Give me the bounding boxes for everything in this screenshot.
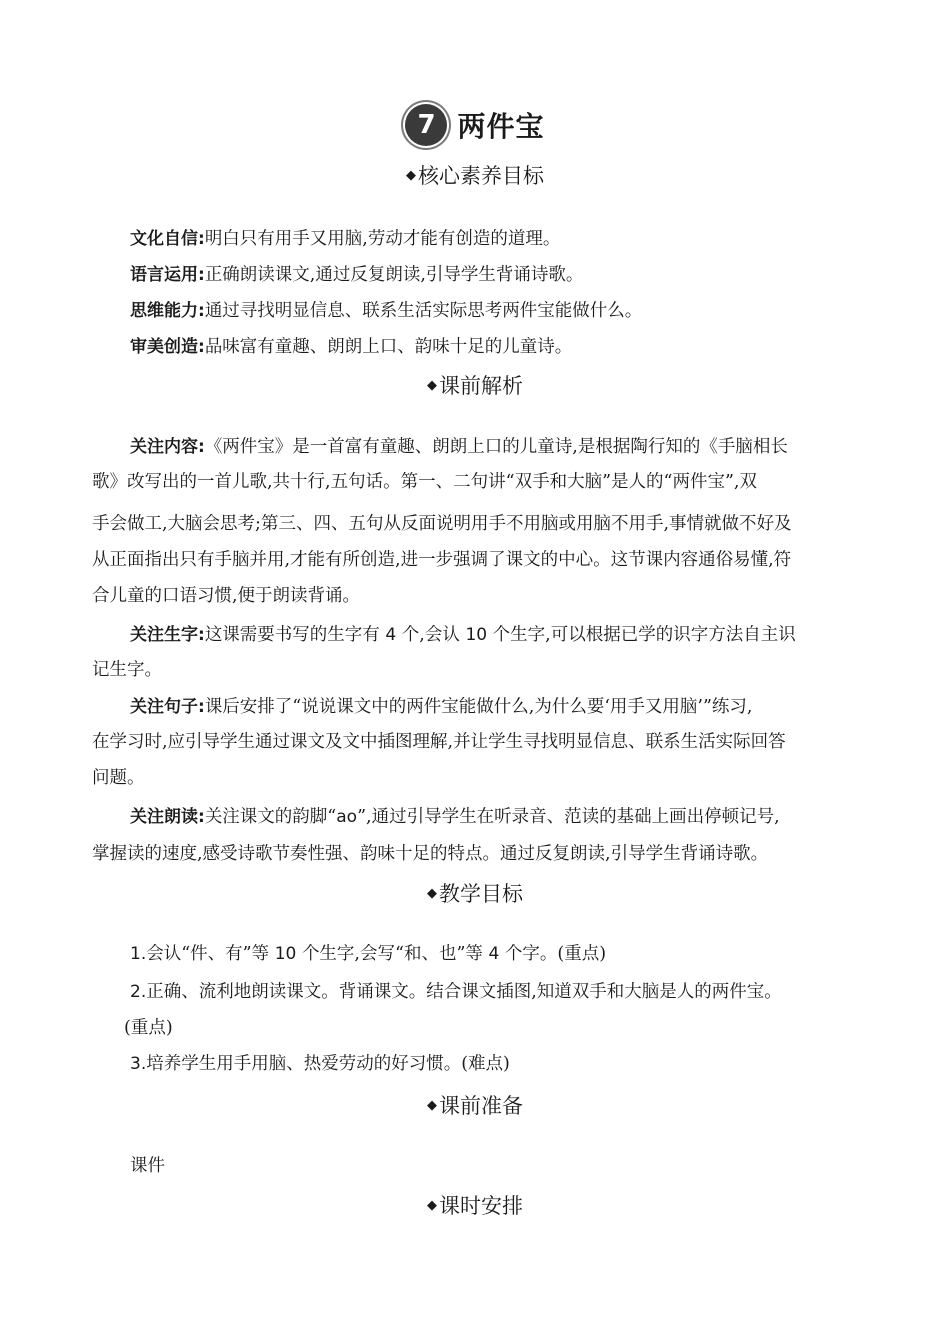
core-culture [130, 224, 560, 250]
analysis-sent-text: 课后安排了“说说课文中的两件宝能做什么,为什么要‘用手又用脑’”练习, [204, 697, 753, 717]
analysis-chars-line-2: 记生字。 [92, 660, 162, 680]
core-culture-text: 明白只有用手又用脑,劳动才能有创造的道理。 [204, 229, 561, 249]
analysis-chars-text-a: 这课需要书写的生字有 [204, 625, 380, 645]
analysis-read-line-1 [130, 802, 780, 828]
goal-1 [130, 940, 606, 965]
goal-2-tail: (重点) [124, 1018, 173, 1038]
core-aesthetic-text: 品味富有童趣、朗朗上口、韵味十足的儿童诗。 [204, 337, 573, 357]
goal-3-text: 培养学生用手用脑、热爱劳动的好习惯。(难点) [146, 1054, 510, 1074]
diamond-icon: ◆ [427, 1097, 437, 1113]
core-thinking [130, 296, 642, 322]
analysis-read-text-b: ”,通过引导学生在听录音、范读的基础上画出停顿记号, [357, 807, 780, 827]
analysis-chars-text-c: 个生字,可以根据已学的识字方法自主识 [492, 625, 796, 645]
lesson-title [0, 100, 950, 150]
section-goals-title: 教学目标 [439, 882, 523, 906]
prep-text: 课件 [130, 1156, 165, 1176]
analysis-chars-num-2: 10 [465, 625, 488, 645]
core-language-label: 语言运用: [130, 265, 205, 285]
section-schedule-header [0, 1190, 950, 1220]
analysis-content-label: 关注内容: [130, 437, 205, 457]
goal-1-num-1: 10 [274, 944, 297, 964]
analysis-content-line-1 [130, 432, 788, 458]
section-analysis-header [0, 370, 950, 400]
core-culture-label: 文化自信: [130, 229, 205, 249]
diamond-icon: ◆ [427, 1197, 437, 1213]
core-language-text: 正确朗读课文,通过反复朗读,引导学生背诵诗歌。 [204, 265, 584, 285]
analysis-read-label: 关注朗读: [130, 807, 205, 827]
core-thinking-text: 通过寻找明显信息、联系生活实际思考两件宝能做什么。 [204, 301, 643, 321]
section-core-title: 核心素养目标 [418, 164, 544, 188]
goal-1-num-2: 4 [488, 944, 500, 964]
goal-1-text-b: 个生字,会写“和、也”等 [301, 944, 483, 964]
analysis-content-line-3: 手会做工,大脑会思考;第三、四、五句从反面说明用手不用脑或用脑不用手,事情就做不好及 [92, 514, 792, 534]
goal-1-number: 1. [130, 944, 147, 964]
goal-2-number: 2. [130, 982, 147, 1002]
analysis-read-line-2: 掌握读的速度,感受诗歌节奏性强、韵味十足的特点。通过反复朗读,引导学生背诵诗歌。 [92, 844, 769, 864]
section-goals-header [0, 878, 950, 908]
diamond-icon: ◆ [406, 167, 416, 183]
section-prep-title: 课前准备 [439, 1094, 523, 1118]
analysis-sent-label: 关注句子: [130, 697, 205, 717]
goal-2 [130, 978, 782, 1003]
diamond-icon: ◆ [427, 377, 437, 393]
analysis-content-line-5: 合儿童的口语习惯,便于朗读背诵。 [92, 586, 361, 606]
lesson-number-badge: 7 [405, 104, 447, 146]
goal-1-text-c: 个字。(重点) [504, 944, 607, 964]
section-analysis-title: 课前解析 [439, 374, 523, 398]
analysis-content-text: 《两件宝》是一首富有童趣、朗朗上口的儿童诗,是根据陶行知的《手脑相长 [204, 437, 788, 457]
goal-2-text: 正确、流利地朗读课文。背诵课文。结合课文插图,知道双手和大脑是人的两件宝。 [146, 982, 782, 1002]
analysis-sent-line-1 [130, 692, 752, 718]
section-prep-header [0, 1090, 950, 1120]
core-aesthetic [130, 332, 572, 358]
analysis-read-text-a: 关注课文的韵脚“ [204, 807, 337, 827]
analysis-sent-line-3: 问题。 [92, 768, 145, 788]
core-aesthetic-label: 审美创造: [130, 337, 205, 357]
goal-3-number: 3. [130, 1054, 147, 1074]
diamond-icon: ◆ [427, 885, 437, 901]
lesson-title-text: 两件宝 [457, 110, 545, 143]
section-core-header [0, 160, 950, 190]
goal-3 [130, 1050, 510, 1075]
analysis-chars-text-b: 个,会认 [401, 625, 460, 645]
core-language [130, 260, 583, 286]
analysis-chars-line-1 [130, 620, 796, 646]
section-schedule-title: 课时安排 [439, 1194, 523, 1218]
goal-1-text-a: 会认“件、有”等 [146, 944, 270, 964]
analysis-chars-num-1: 4 [385, 625, 397, 645]
analysis-read-ao: ao [336, 807, 358, 827]
analysis-chars-label: 关注生字: [130, 625, 205, 645]
analysis-content-line-2: 歌》改写出的一首儿歌,共十行,五句话。第一、二句讲“双手和大脑”是人的“两件宝”,双 [92, 472, 757, 492]
core-thinking-label: 思维能力: [130, 301, 205, 321]
analysis-sent-line-2: 在学习时,应引导学生通过课文及文中插图理解,并让学生寻找明显信息、联系生活实际回答 [92, 732, 786, 752]
analysis-content-line-4: 从正面指出只有手脑并用,才能有所创造,进一步强调了课文的中心。这节课内容通俗易懂,符 [92, 550, 792, 570]
